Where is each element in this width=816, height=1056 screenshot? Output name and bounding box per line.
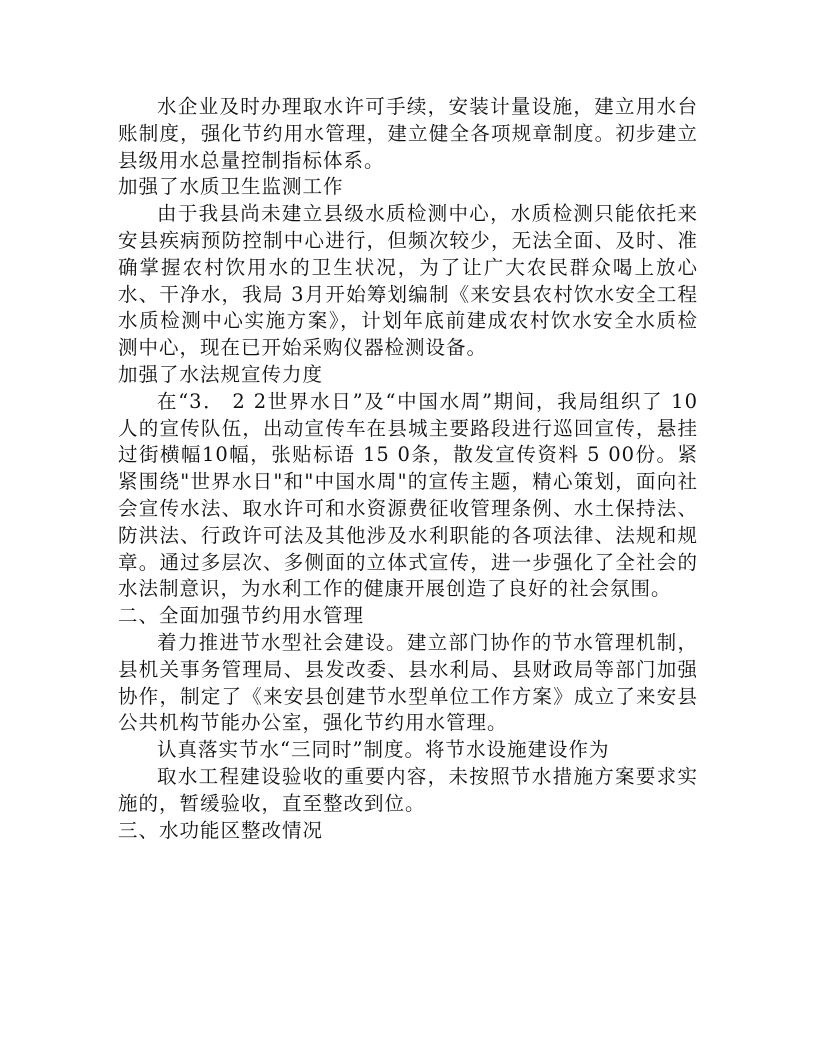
- paragraph-water-law-publicity: 在“3． 2 2世界水日”及“中国水周”期间，我局组织了 10人的宣传队伍，出动宣传车在县城主要路段进行巡回宣传，悬挂过街横幅10幅，张贴标语 15 0条，散发宣传资料 5 00份。紧紧围绕"世界水日"和"中国水周"的宣传主题，精心策划，面向社会宣传水法、取水许可和水资源费征收管理条例、水土保持法、防洪法、行政许可法及其他涉及水利职能的各项法律、法规和规章。通过多层次、多侧面的立体式宣传，进一步强化了全社会的水法制意识，为水利工作的健康开展创造了良好的社会氛围。: [118, 389, 698, 601]
- paragraph-water-quality: 由于我县尚未建立县级水质检测中心，水质检测只能依托来安县疾病预防控制中心进行，但频次较少，无法全面、及时、准确掌握农村饮用水的卫生状况，为了让广大农民群众喝上放心水、干净水，我局 3月开始筹划编制《来安县农村饮水安全工程水质检测中心实施方案》，计划年底前建成农村饮水安全水质检测中心，现在已开始采购仪器检测设备。: [118, 202, 698, 360]
- heading-water-law-publicity: 加强了水法规宣传力度: [118, 362, 324, 386]
- paragraph-acceptance: 取水工程建设验收的重要内容，未按照节水措施方案要求实施的，暂缓验收，直至整改到位。: [118, 764, 698, 815]
- heading-water-saving-management: 二、全面加强节约用水管理: [118, 604, 365, 628]
- heading-water-function-zone: 三、水功能区整改情况: [118, 818, 324, 842]
- paragraph-three-simultaneous: 认真落实节水“三同时”制度。将节水设施建设作为: [157, 738, 610, 762]
- paragraph-water-permit: 水企业及时办理取水许可手续，安装计量设施，建立用水台账制度，强化节约用水管理，建立健全各项规章制度。初步建立县级用水总量控制指标体系。: [118, 95, 698, 172]
- paragraph-water-saving-society: 着力推进节水型社会建设。建立部门协作的节水管理机制，县机关事务管理局、县发改委、县水利局、县财政局等部门加强协作，制定了《来安县创建节水型单位工作方案》成立了来安县公共机构节能办公室，强化节约用水管理。: [118, 630, 698, 735]
- heading-water-quality-monitoring: 加强了水质卫生监测工作: [118, 175, 344, 199]
- document-page: [118, 94, 698, 844]
